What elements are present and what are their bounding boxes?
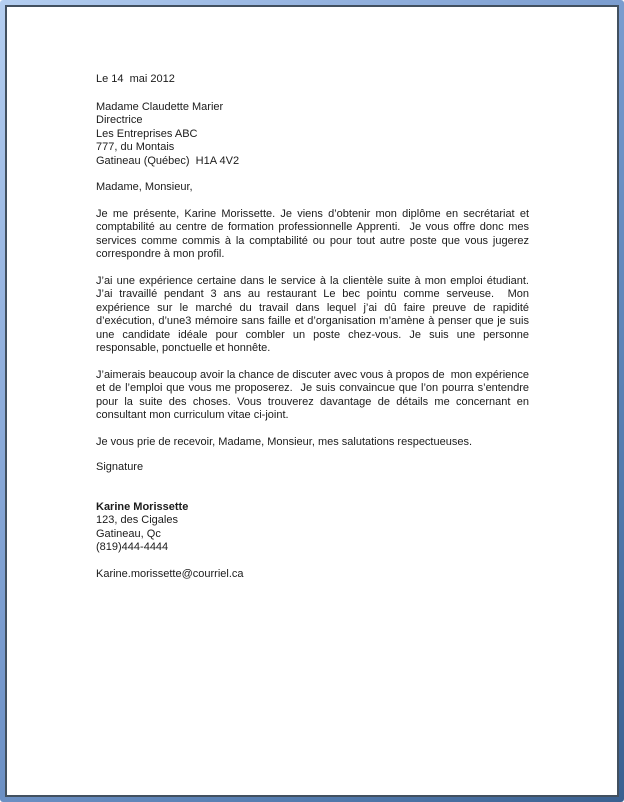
recipient-title: Directrice — [96, 114, 143, 126]
signature-label: Signature — [96, 461, 144, 473]
sender-email: Karine.morissette@courriel.ca — [96, 567, 244, 580]
body-paragraph-3: J’aimerais beaucoup avoir la chance de discuter avec vous à propos de mon expérience et de l’emploi que vous me proposerez. Je suis convaincue que l’on pourra s’entendre pour la suite des choses. Vous trouverez davantage de détails me concernant en consultant mon curriculum vitae ci-joint. — [96, 368, 533, 421]
recipient-street: 777, du Montais — [96, 141, 175, 153]
sender-block — [96, 501, 529, 582]
sender-phone: (819)444-4444 — [96, 541, 169, 553]
sender-street: 123, des Cigales — [96, 514, 178, 526]
recipient-name: Madame Claudette Marier — [96, 100, 224, 113]
recipient-city-postal: Gatineau (Québec) H1A 4V2 — [96, 154, 240, 167]
letter-date: Le 14 mai 2012 — [96, 73, 175, 85]
body-paragraph-1: Je me présente, Karine Morissette. Je viens d’obtenir mon diplôme en secrétariat et comptabilité au centre de formation professionnelle Apprenti. Je vous offre donc mes services comme commis à la comptabilité ou pour tout autre poste que vous jugerez correspondre à mon profil. — [96, 207, 533, 260]
salutation: Madame, Monsieur, — [96, 181, 193, 193]
recipient-company: Les Entreprises ABC — [96, 127, 198, 140]
sender-name: Karine Morissette — [96, 500, 189, 513]
letter-page — [5, 5, 619, 797]
sender-city: Gatineau, Qc — [96, 527, 161, 540]
body-paragraph-2: J’ai une expérience certaine dans le service à la clientèle suite à mon emploi étudiant. J’ai travaillé pendant 3 ans au restaurant Le bec pointu comme serveuse. Mon expérience sur le marché du travail dans lequel j’ai dû faire preuve de rapidité d’exécution, d’une3 mémoire sans faille et d’organisation m’amène à penser que je suis une candidate idéale pour combler un poste chez-vous. Je suis une personne responsable, ponctuelle et honnête. — [96, 274, 533, 354]
closing-line: Je vous prie de recevoir, Madame, Monsieur, mes salutations respectueuses. — [96, 435, 473, 448]
recipient-block — [96, 101, 529, 169]
